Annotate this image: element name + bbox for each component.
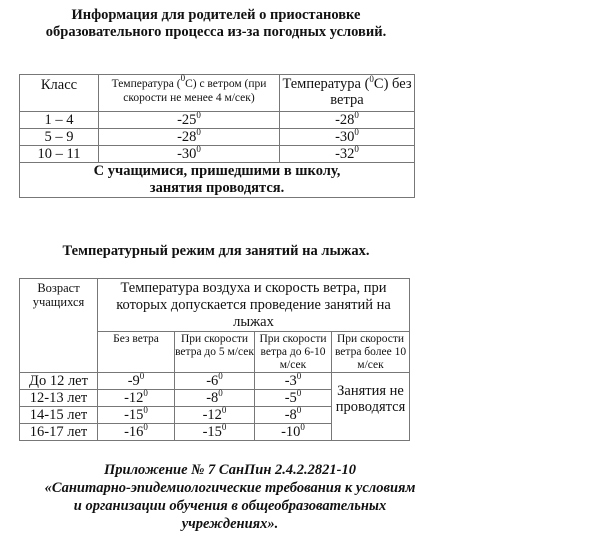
cell-age: 12-13 лет (20, 390, 98, 407)
cell-no-wind (98, 407, 175, 424)
subheader-wind-over-10: При скорости ветра более 10 м/сек (332, 332, 410, 373)
cell-wind-to-5 (175, 390, 255, 407)
degree-sup: 0 (196, 144, 201, 154)
value: -12 (124, 390, 144, 406)
title-line-1: Информация для родителей о приостановке (71, 7, 361, 23)
cell-wind-6-10 (255, 407, 332, 424)
cell-wind-6-10 (255, 373, 332, 390)
cell-with-wind (99, 146, 280, 163)
header-with-wind (99, 75, 280, 112)
footer-citation (30, 461, 430, 533)
cell-wind-to-5 (175, 407, 255, 424)
degree-sup: 0 (300, 422, 305, 432)
degree-sup: 0 (296, 405, 302, 415)
degree-sup: 0 (369, 74, 374, 84)
cell-age: 16-17 лет (20, 424, 98, 441)
value: -12 (202, 407, 222, 423)
cell-over-10-note: Занятия не проводятся (332, 373, 410, 441)
degree-sup: 0 (196, 110, 201, 120)
school-closure-temperature-table (19, 74, 415, 198)
value: -16 (124, 424, 144, 440)
table-row (20, 373, 410, 390)
cell-with-wind (99, 129, 280, 146)
cell-no-wind (280, 146, 415, 163)
header-class: Класс (20, 75, 99, 112)
degree-sup: 0 (296, 388, 302, 398)
header-age: Возраст учащихся (20, 279, 98, 373)
note-cell (20, 163, 415, 198)
degree-sup: 0 (354, 144, 359, 154)
subheader-wind-6-10: При скорости ветра до 6-10 м/сек (255, 332, 332, 373)
subheader-no-wind: Без ветра (98, 332, 175, 373)
subheader-wind-to-5: При скорости ветра до 5 м/сек (175, 332, 255, 373)
note-line-1: С учащимися, пришедшими в школу, (93, 163, 341, 179)
cell-no-wind (280, 129, 415, 146)
cell-age: До 12 лет (20, 373, 98, 390)
value: -5 (284, 390, 297, 406)
header-text: С) без ветра (330, 76, 412, 108)
degree-sup: 0 (180, 73, 186, 83)
footer-line-3: и организации обучения в общеобразовательных (73, 498, 387, 514)
section-title-ski: Температурный режим для занятий на лыжах. (62, 243, 370, 259)
footer-line-2: «Санитарно-эпидемиологические требования к условиям (44, 480, 416, 496)
value: -8 (284, 407, 297, 423)
value: -28 (335, 112, 355, 128)
degree-sup: 0 (218, 371, 223, 381)
value: -30 (335, 129, 355, 145)
degree-sup: 0 (143, 388, 148, 398)
cell-no-wind (98, 373, 175, 390)
value: -10 (281, 424, 301, 440)
cell-age: 14-15 лет (20, 407, 98, 424)
degree-sup: 0 (143, 422, 148, 432)
footer-line-4: учреждениях». (181, 516, 279, 532)
note-line-2: занятия проводятся. (149, 180, 285, 196)
value: -8 (206, 390, 219, 406)
degree-sup: 0 (296, 371, 302, 381)
cell-wind-to-5 (175, 373, 255, 390)
degree-sup: 0 (218, 388, 223, 398)
cell-class: 10 – 11 (20, 146, 99, 163)
table-row (20, 146, 415, 163)
value: -3 (284, 373, 297, 389)
value: -30 (177, 146, 197, 162)
value: -25 (177, 112, 197, 128)
degree-sup: 0 (221, 422, 227, 432)
degree-sup: 0 (139, 371, 145, 381)
header-text: С) с ветром (при скорости не менее 4 м/сек) (123, 78, 267, 104)
table-row (20, 112, 415, 129)
value: -32 (335, 146, 355, 162)
document-title (0, 7, 432, 41)
title-line-2: образовательного процесса из-за погодных условий. (45, 24, 387, 40)
cell-class: 1 – 4 (20, 112, 99, 129)
header-no-wind (280, 75, 415, 112)
degree-sup: 0 (221, 405, 227, 415)
header-text: Температура ( (111, 78, 181, 90)
table-row (20, 129, 415, 146)
degree-sup: 0 (143, 405, 148, 415)
value: -15 (124, 407, 144, 423)
cell-no-wind (98, 424, 175, 441)
header-main: Температура воздуха и скорость ветра, при которых допускается проведение занятий на лыжах (98, 279, 410, 332)
table-header-row (20, 279, 410, 332)
cell-class: 5 – 9 (20, 129, 99, 146)
degree-sup: 0 (354, 127, 359, 137)
degree-sup: 0 (354, 110, 359, 120)
header-text: Температура ( (282, 76, 370, 92)
cell-wind-6-10 (255, 424, 332, 441)
degree-sup: 0 (196, 127, 201, 137)
footer-line-1: Приложение № 7 СанПин 2.4.2.2821-10 (104, 462, 356, 478)
cell-wind-to-5 (175, 424, 255, 441)
cell-no-wind (98, 390, 175, 407)
table-header-row (20, 75, 415, 112)
value: -6 (206, 373, 219, 389)
ski-temperature-table (19, 278, 410, 441)
cell-wind-6-10 (255, 390, 332, 407)
cell-no-wind (280, 112, 415, 129)
table-note-row (20, 163, 415, 198)
value: -9 (127, 373, 140, 389)
value: -15 (202, 424, 222, 440)
cell-with-wind (99, 112, 280, 129)
value: -28 (177, 129, 197, 145)
